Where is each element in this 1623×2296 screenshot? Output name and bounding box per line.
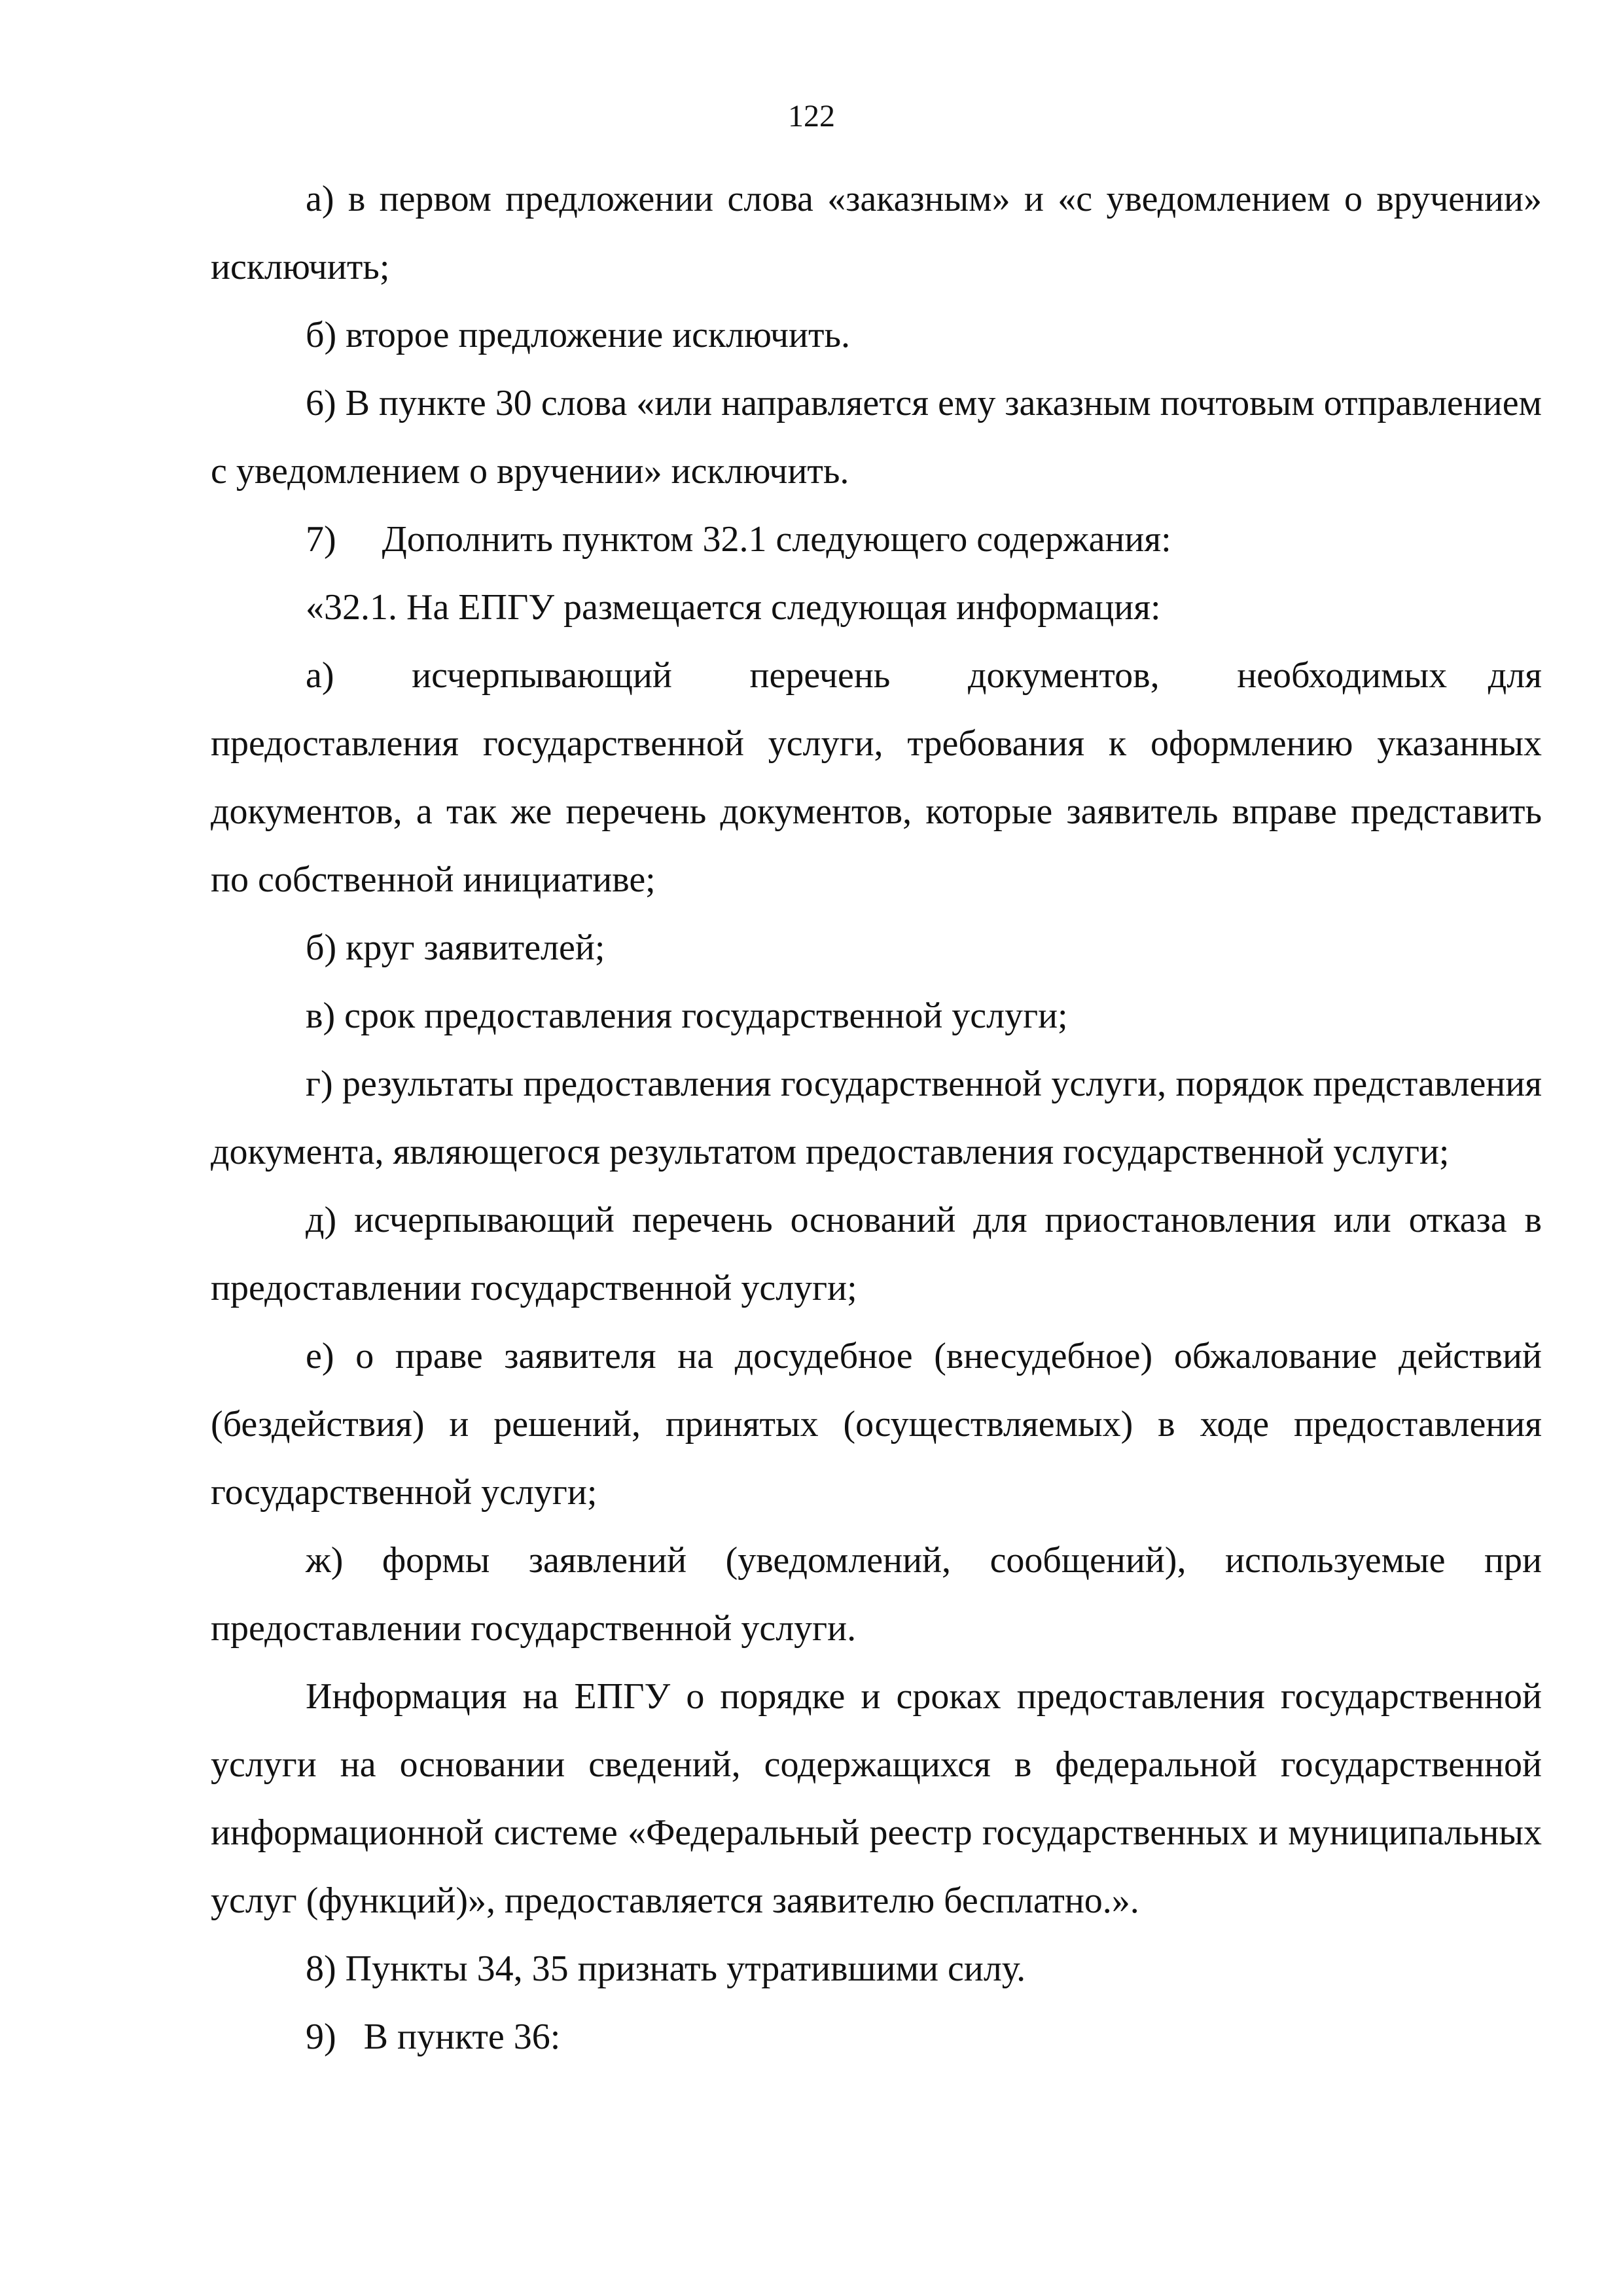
list-item-zh: ж) формы заявлений (уведомлений, сообщений), используемые при предоставлении государственной услуги.: [211, 1540, 1542, 1649]
paragraph-item-8: 8) Пункты 34, 35 признать утратившими силу.: [306, 1948, 1026, 1989]
page-number: 122: [788, 99, 835, 134]
list-item-b: б) круг заявителей;: [306, 927, 605, 968]
paragraph-item-6: 6) В пункте 30 слова «или направляется ему заказным почтовым отправлением с уведомлением о вручении» исключить.: [211, 383, 1542, 492]
paragraph-b-second: б) второе предложение исключить.: [306, 315, 851, 355]
paragraph-epgu-info: Информация на ЕПГУ о порядке и сроках предоставления государственной услуги на основании сведений, содержащихся в федеральной государственной информационной системе «Федеральный реестр государственных и муниципальных услуг (функций)», предоставляется заявителю бесплатно.».: [211, 1676, 1542, 1921]
list-item-a: а) исчерпывающий перечень документов, необходимых для предоставления государственной услуги, требования к оформлению указанных документов, а так же перечень документов, которые заявитель вправе представить по собственной инициативе;: [211, 655, 1542, 900]
paragraph-item-7: 7) Дополнить пунктом 32.1 следующего содержания:: [306, 519, 1171, 560]
paragraph-32-1: «32.1. На ЕПГУ размещается следующая информация:: [306, 587, 1161, 628]
list-item-g: г) результаты предоставления государственной услуги, порядок представления документа, являющегося результатом предоставления государственной услуги;: [211, 1064, 1542, 1172]
list-item-d: д) исчерпывающий перечень оснований для приостановления или отказа в предоставлении государственной услуги;: [211, 1200, 1542, 1308]
document-body: [211, 165, 1542, 2071]
list-item-e: е) о праве заявителя на досудебное (внесудебное) обжалование действий (бездействия) и решений, принятых (осуществляемых) в ходе предоставления государственной услуги;: [211, 1336, 1542, 1513]
paragraph-item-9: 9) В пункте 36:: [306, 2017, 561, 2057]
paragraph-a-first: а) в первом предложении слова «заказным» и «с уведомлением о вручении» исключить;: [211, 179, 1542, 287]
list-item-v: в) срок предоставления государственной услуги;: [306, 996, 1068, 1036]
